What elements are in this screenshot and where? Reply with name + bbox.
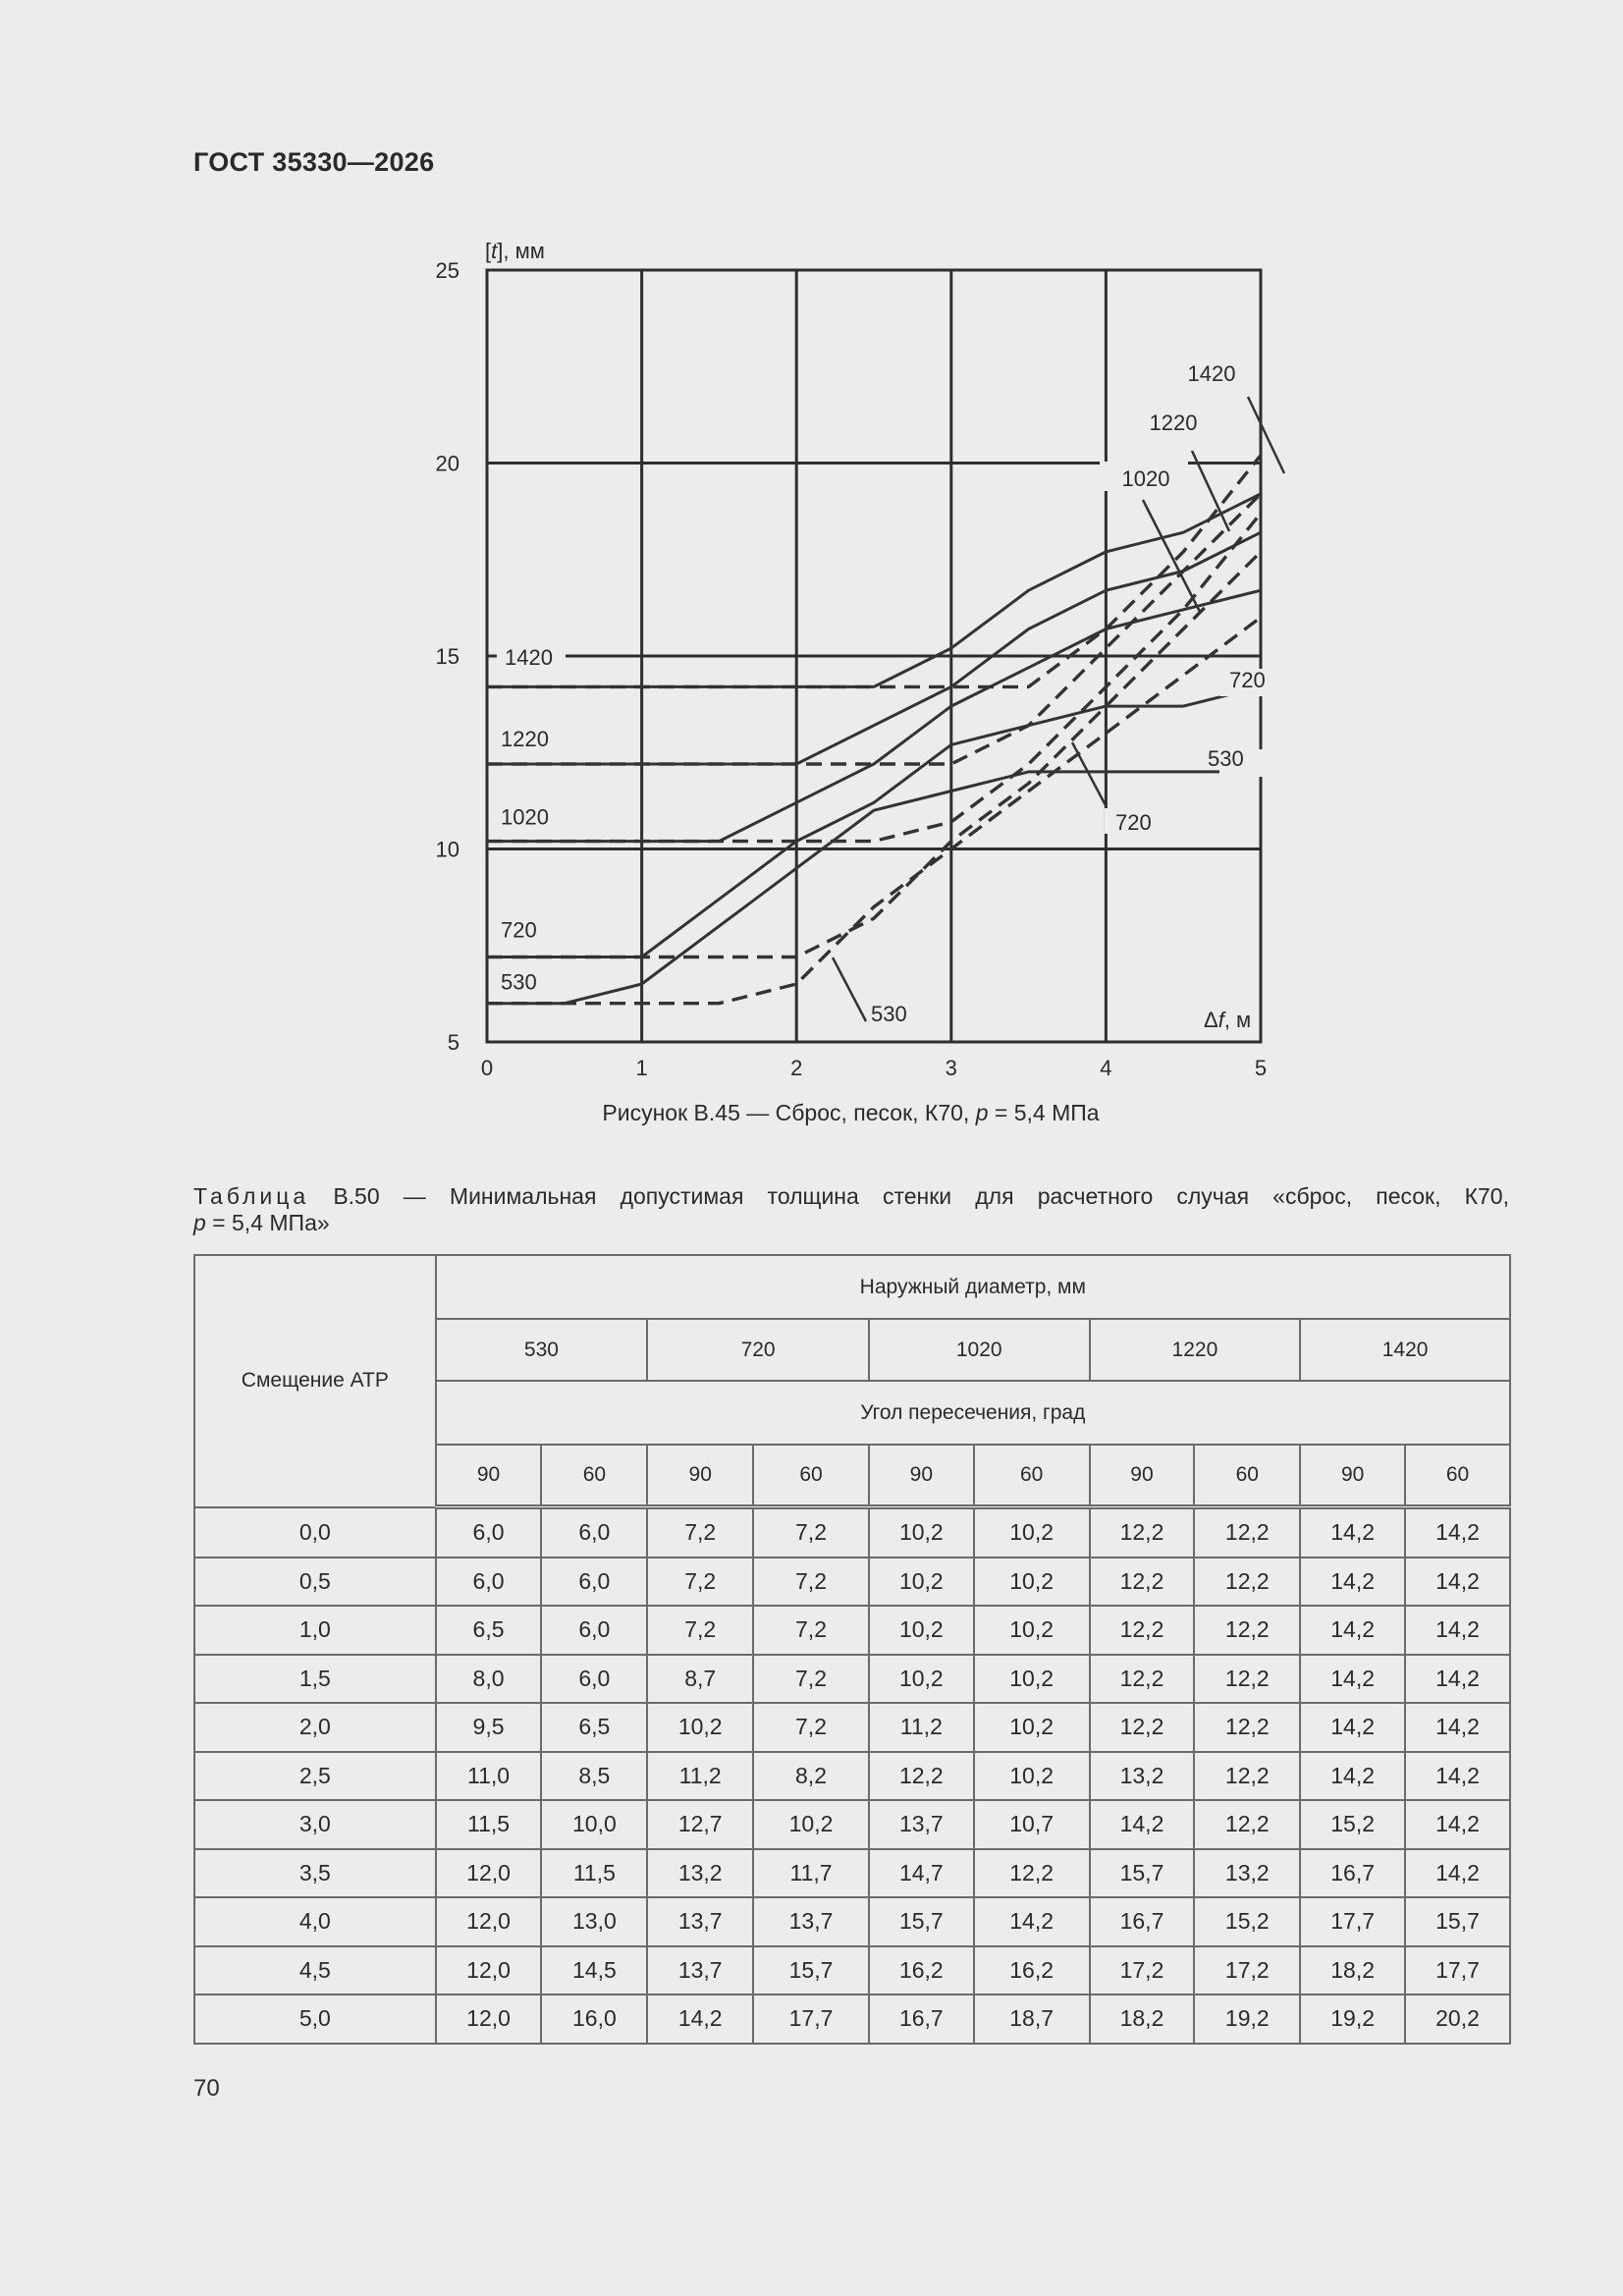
thickness-cell: 8,7 [647, 1655, 753, 1704]
thickness-cell: 16,2 [974, 1946, 1090, 1995]
thickness-cell: 13,2 [647, 1849, 753, 1898]
thickness-cell: 6,0 [541, 1655, 647, 1704]
thickness-cell: 14,2 [1300, 1703, 1405, 1752]
thickness-cell: 13,2 [1090, 1752, 1195, 1801]
diameter-cell: 1020 [869, 1319, 1090, 1381]
offset-cell: 1,0 [194, 1606, 436, 1655]
x-tick-label: 1 [635, 1056, 648, 1080]
thickness-cell: 10,2 [974, 1752, 1090, 1801]
thickness-cell: 13,7 [647, 1897, 753, 1946]
series-720-dashed [487, 552, 1261, 957]
thickness-cell: 14,5 [541, 1946, 647, 1995]
thickness-cell: 17,2 [1090, 1946, 1195, 1995]
thickness-cell: 18,2 [1090, 1995, 1195, 2044]
page-number: 70 [193, 2075, 220, 2102]
thickness-cell: 12,2 [1194, 1507, 1300, 1558]
series-label-1220-right: 1220 [1149, 410, 1198, 435]
thickness-cell: 12,2 [1194, 1752, 1300, 1801]
thickness-cell: 14,2 [1300, 1606, 1405, 1655]
thickness-cell: 14,2 [1300, 1655, 1405, 1704]
thickness-cell: 15,2 [1300, 1800, 1405, 1849]
y-tick-label: 20 [435, 451, 460, 476]
thickness-cell: 12,2 [1194, 1606, 1300, 1655]
figure-caption: Рисунок В.45 — Сброс, песок, К70, p = 5,4 МПа [602, 1100, 1100, 1125]
thickness-cell: 17,7 [1405, 1946, 1510, 1995]
thickness-cell: 14,2 [647, 1995, 753, 2044]
table-caption: Таблица В.50 — Минимальная допустимая толщина стенки для расчетного случая «сброс, песок, К70, p = 5,4 МПа» [193, 1183, 1509, 1235]
thickness-cell: 12,7 [647, 1800, 753, 1849]
thickness-cell: 7,2 [753, 1655, 869, 1704]
thickness-cell: 14,2 [1405, 1655, 1510, 1704]
thickness-cell: 19,2 [1300, 1995, 1405, 2044]
offset-cell: 1,5 [194, 1655, 436, 1704]
thickness-cell: 10,2 [974, 1655, 1090, 1704]
offset-cell: 4,0 [194, 1897, 436, 1946]
thickness-cell: 10,2 [974, 1558, 1090, 1607]
thickness-cell: 14,2 [1300, 1752, 1405, 1801]
document-header: ГОСТ 35330—2026 [193, 147, 435, 177]
figure-chart [412, 221, 1296, 1105]
thickness-cell: 6,0 [436, 1558, 542, 1607]
thickness-cell: 14,2 [1405, 1703, 1510, 1752]
thickness-cell: 11,0 [436, 1752, 542, 1801]
angle-cell: 60 [541, 1445, 647, 1507]
thickness-cell: 17,7 [753, 1995, 869, 2044]
thickness-cell: 9,5 [436, 1703, 542, 1752]
thickness-cell: 18,7 [974, 1995, 1090, 2044]
table-row [194, 1946, 1510, 1995]
thickness-cell: 12,2 [1090, 1606, 1195, 1655]
thickness-cell: 15,7 [1090, 1849, 1195, 1898]
thickness-cell: 10,2 [869, 1606, 974, 1655]
thickness-cell: 12,2 [1194, 1558, 1300, 1607]
thickness-cell: 10,2 [974, 1606, 1090, 1655]
thickness-cell: 15,7 [869, 1897, 974, 1946]
thickness-cell: 13,2 [1194, 1849, 1300, 1898]
table-row [194, 1507, 1510, 1558]
offset-cell: 4,5 [194, 1946, 436, 1995]
table-row [194, 1752, 1510, 1801]
thickness-cell: 11,7 [753, 1849, 869, 1898]
leader-line [833, 957, 866, 1021]
thickness-cell: 7,2 [753, 1703, 869, 1752]
series-1220-dashed [487, 494, 1261, 764]
thickness-cell: 12,2 [869, 1752, 974, 1801]
thickness-cell: 10,2 [869, 1655, 974, 1704]
thickness-cell: 15,7 [753, 1946, 869, 1995]
angle-cell: 90 [1090, 1445, 1195, 1507]
thickness-cell: 7,2 [753, 1606, 869, 1655]
series-label-530-lower: 530 [871, 1002, 907, 1026]
thickness-cell: 15,7 [1405, 1897, 1510, 1946]
thickness-cell: 10,2 [974, 1703, 1090, 1752]
series-label-1220: 1220 [501, 727, 549, 752]
row-header: Смещение АТР [194, 1255, 436, 1507]
thickness-cell: 10,0 [541, 1800, 647, 1849]
thickness-cell: 7,2 [647, 1507, 753, 1558]
thickness-cell: 14,2 [1300, 1507, 1405, 1558]
angle-cell: 60 [1405, 1445, 1510, 1507]
x-tick-label: 4 [1100, 1056, 1112, 1080]
thickness-cell: 10,2 [647, 1703, 753, 1752]
series-530-solid [487, 772, 1261, 1004]
thickness-cell: 13,0 [541, 1897, 647, 1946]
offset-cell: 2,5 [194, 1752, 436, 1801]
diameter-header: Наружный диаметр, мм [436, 1255, 1510, 1319]
thickness-cell: 6,5 [436, 1606, 542, 1655]
thickness-cell: 19,2 [1194, 1995, 1300, 2044]
thickness-cell: 10,2 [869, 1558, 974, 1607]
thickness-cell: 11,2 [869, 1703, 974, 1752]
thickness-cell: 16,0 [541, 1995, 647, 2044]
series-label-530-right: 530 [1208, 746, 1244, 771]
angle-cell: 60 [1194, 1445, 1300, 1507]
table-row [194, 1995, 1510, 2044]
diameter-cell: 1420 [1300, 1319, 1510, 1381]
thickness-cell: 12,2 [1194, 1703, 1300, 1752]
thickness-cell: 13,7 [753, 1897, 869, 1946]
y-tick-label: 5 [447, 1030, 460, 1055]
thickness-cell: 8,2 [753, 1752, 869, 1801]
x-axis-label: Δf, м [1204, 1008, 1252, 1032]
thickness-cell: 8,0 [436, 1655, 542, 1704]
thickness-cell: 12,2 [1090, 1558, 1195, 1607]
thickness-cell: 17,7 [1300, 1897, 1405, 1946]
x-tick-label: 0 [480, 1056, 494, 1080]
table-row [194, 1897, 1510, 1946]
thickness-cell: 10,2 [974, 1507, 1090, 1558]
series-label-1420: 1420 [505, 645, 553, 670]
angle-cell: 60 [753, 1445, 869, 1507]
thickness-cell: 16,7 [1090, 1897, 1195, 1946]
thickness-cell: 12,2 [1090, 1703, 1195, 1752]
thickness-cell: 10,2 [753, 1800, 869, 1849]
wall-thickness-table [193, 1254, 1511, 2045]
leader-line [1072, 742, 1107, 807]
thickness-cell: 16,7 [869, 1995, 974, 2044]
thickness-cell: 12,0 [436, 1897, 542, 1946]
thickness-cell: 15,2 [1194, 1897, 1300, 1946]
angle-header: Угол пересечения, град [436, 1381, 1510, 1445]
table-caption-label: Таблица [193, 1183, 310, 1209]
thickness-cell: 11,5 [541, 1849, 647, 1898]
table-row [194, 1655, 1510, 1704]
thickness-cell: 12,2 [1194, 1655, 1300, 1704]
series-label-1020: 1020 [501, 804, 549, 830]
thickness-cell: 6,0 [541, 1507, 647, 1558]
table-row [194, 1606, 1510, 1655]
thickness-cell: 14,2 [1405, 1507, 1510, 1558]
y-tick-label: 10 [435, 837, 460, 862]
thickness-cell: 10,2 [869, 1507, 974, 1558]
thickness-cell: 8,5 [541, 1752, 647, 1801]
offset-cell: 3,5 [194, 1849, 436, 1898]
thickness-cell: 10,7 [974, 1800, 1090, 1849]
table-row [194, 1800, 1510, 1849]
y-tick-label: 15 [435, 644, 460, 669]
diameter-cell: 1220 [1090, 1319, 1301, 1381]
thickness-cell: 6,0 [541, 1558, 647, 1607]
thickness-cell: 18,2 [1300, 1946, 1405, 1995]
thickness-cell: 7,2 [753, 1507, 869, 1558]
angle-cell: 90 [1300, 1445, 1405, 1507]
x-tick-label: 2 [790, 1056, 803, 1080]
y-axis-label: [t], мм [485, 239, 545, 263]
thickness-cell: 12,0 [436, 1849, 542, 1898]
thickness-cell: 11,5 [436, 1800, 542, 1849]
offset-cell: 0,0 [194, 1507, 436, 1558]
series-label-720-lower: 720 [1115, 810, 1152, 835]
angle-cell: 60 [974, 1445, 1090, 1507]
thickness-cell: 12,2 [1194, 1800, 1300, 1849]
x-tick-label: 3 [945, 1056, 957, 1080]
series-label-720-right: 720 [1229, 668, 1266, 692]
angle-cell: 90 [869, 1445, 974, 1507]
thickness-cell: 7,2 [647, 1606, 753, 1655]
thickness-cell: 13,7 [869, 1800, 974, 1849]
thickness-cell: 14,2 [1090, 1800, 1195, 1849]
y-tick-label: 25 [435, 258, 460, 283]
series-label-1420-right: 1420 [1187, 361, 1236, 386]
thickness-cell: 11,2 [647, 1752, 753, 1801]
leader-line [1143, 500, 1200, 612]
table-row [194, 1558, 1510, 1607]
thickness-cell: 14,2 [974, 1897, 1090, 1946]
x-tick-label: 5 [1254, 1056, 1268, 1080]
table-row [194, 1703, 1510, 1752]
thickness-cell: 14,2 [1405, 1558, 1510, 1607]
angle-cell: 90 [436, 1445, 542, 1507]
offset-cell: 2,0 [194, 1703, 436, 1752]
thickness-cell: 12,0 [436, 1946, 542, 1995]
thickness-cell: 16,7 [1300, 1849, 1405, 1898]
diameter-cell: 530 [436, 1319, 648, 1381]
thickness-cell: 6,0 [436, 1507, 542, 1558]
thickness-cell: 14,2 [1405, 1800, 1510, 1849]
angle-cell: 90 [647, 1445, 753, 1507]
offset-cell: 3,0 [194, 1800, 436, 1849]
thickness-cell: 12,2 [974, 1849, 1090, 1898]
thickness-cell: 7,2 [753, 1558, 869, 1607]
thickness-cell: 14,7 [869, 1849, 974, 1898]
offset-cell: 5,0 [194, 1995, 436, 2044]
thickness-cell: 20,2 [1405, 1995, 1510, 2044]
series-1020-dashed [487, 514, 1261, 842]
thickness-cell: 6,5 [541, 1703, 647, 1752]
thickness-cell: 6,0 [541, 1606, 647, 1655]
thickness-cell: 14,2 [1405, 1752, 1510, 1801]
thickness-cell: 7,2 [647, 1558, 753, 1607]
thickness-cell: 17,2 [1194, 1946, 1300, 1995]
thickness-cell: 13,7 [647, 1946, 753, 1995]
series-label-530: 530 [501, 969, 537, 995]
thickness-cell: 16,2 [869, 1946, 974, 1995]
offset-cell: 0,5 [194, 1558, 436, 1607]
series-label-1020-right: 1020 [1121, 466, 1170, 491]
thickness-cell: 14,2 [1300, 1558, 1405, 1607]
table-row [194, 1849, 1510, 1898]
thickness-cell: 12,0 [436, 1995, 542, 2044]
thickness-cell: 14,2 [1405, 1849, 1510, 1898]
thickness-cell: 12,2 [1090, 1507, 1195, 1558]
thickness-cell: 14,2 [1405, 1606, 1510, 1655]
diameter-cell: 720 [647, 1319, 869, 1381]
series-label-720: 720 [501, 917, 537, 943]
thickness-cell: 12,2 [1090, 1655, 1195, 1704]
